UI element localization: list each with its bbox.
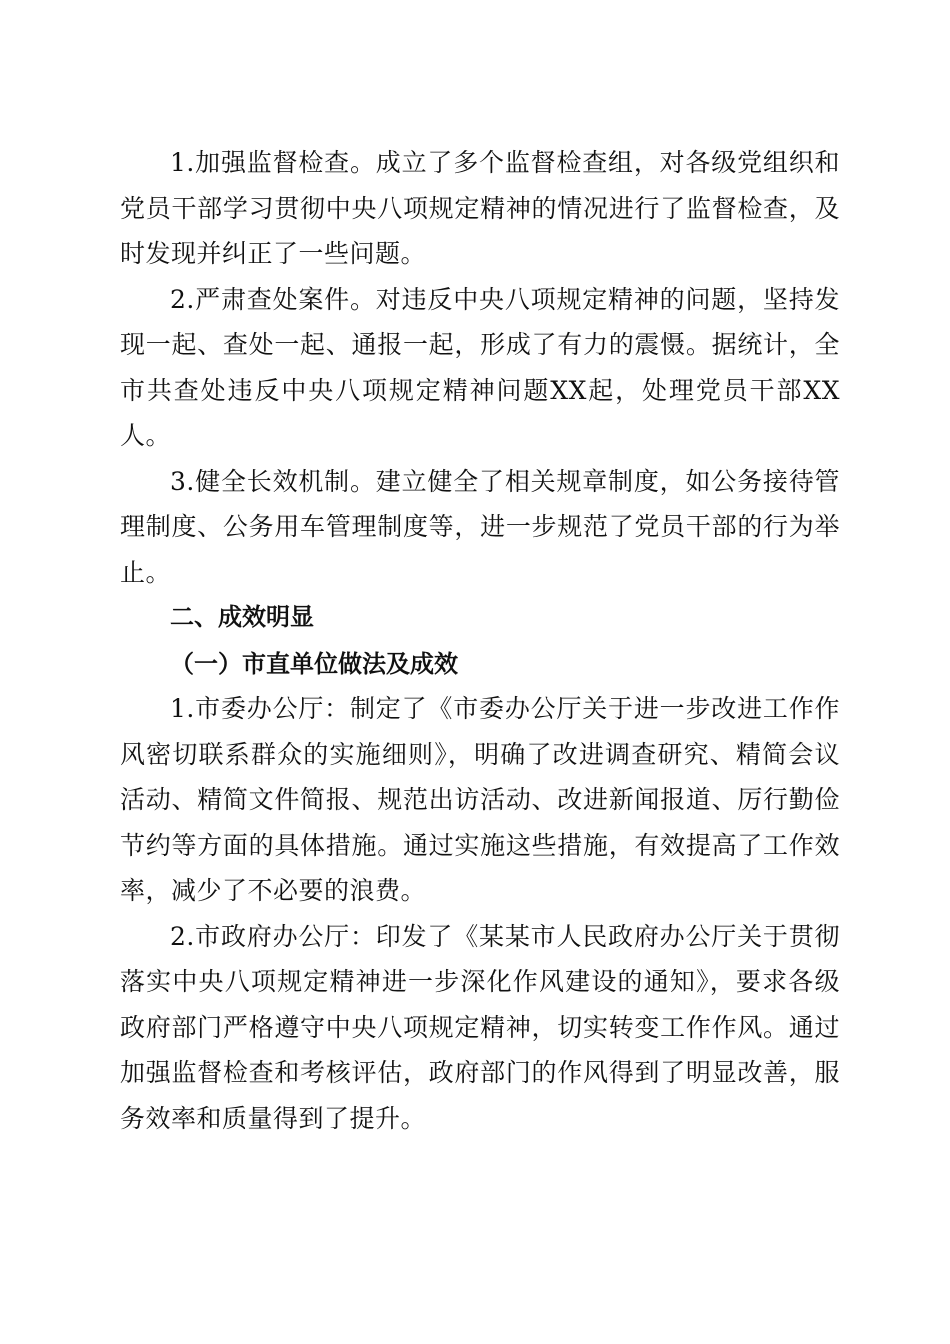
paragraph-supervision: 1.加强监督检查。成立了多个监督检查组，对各级党组织和党员干部学习贯彻中央八项规定精神的情况进行了监督检查，及时发现并纠正了一些问题。 bbox=[120, 148, 840, 268]
paragraph-mechanism: 3.健全长效机制。建立健全了相关规章制度，如公务接待管理制度、公务用车管理制度等，进一步规范了党员干部的行为举止。 bbox=[120, 466, 840, 587]
paragraph-government-office: 2.市政府办公厅：印发了《某某市人民政府办公厅关于贯彻落实中央八项规定精神进一步深化作风建设的通知》，要求各级政府部门严格遵守中央八项规定精神，切实转变工作作风。通过加强监督检查和考核评估，政府部门的作风得到了明显改善，服务效率和质量得到了提升。 bbox=[120, 921, 840, 1133]
section-heading: 二、成效明显 bbox=[170, 603, 314, 631]
section-subheading: （一）市直单位做法及成效 bbox=[170, 648, 458, 678]
paragraph-case-handling: 2.严肃查处案件。对违反中央八项规定精神的问题，坚持发现一起、查处一起、通报一起，形成了有力的震慑。据统计，全市共查处违反中央八项规定精神问题XX起，处理党员干部XX人。 bbox=[120, 284, 840, 450]
paragraph-party-office: 1.市委办公厅：制定了《市委办公厅关于进一步改进工作作风密切联系群众的实施细则》，明确了改进调查研究、精简会议活动、精简文件简报、规范出访活动、改进新闻报道、厉行勤俭节约等方面的具体措施。通过实施这些措施，有效提高了工作效率，减少了不必要的浪费。 bbox=[120, 694, 840, 905]
document-page bbox=[120, 140, 840, 1141]
